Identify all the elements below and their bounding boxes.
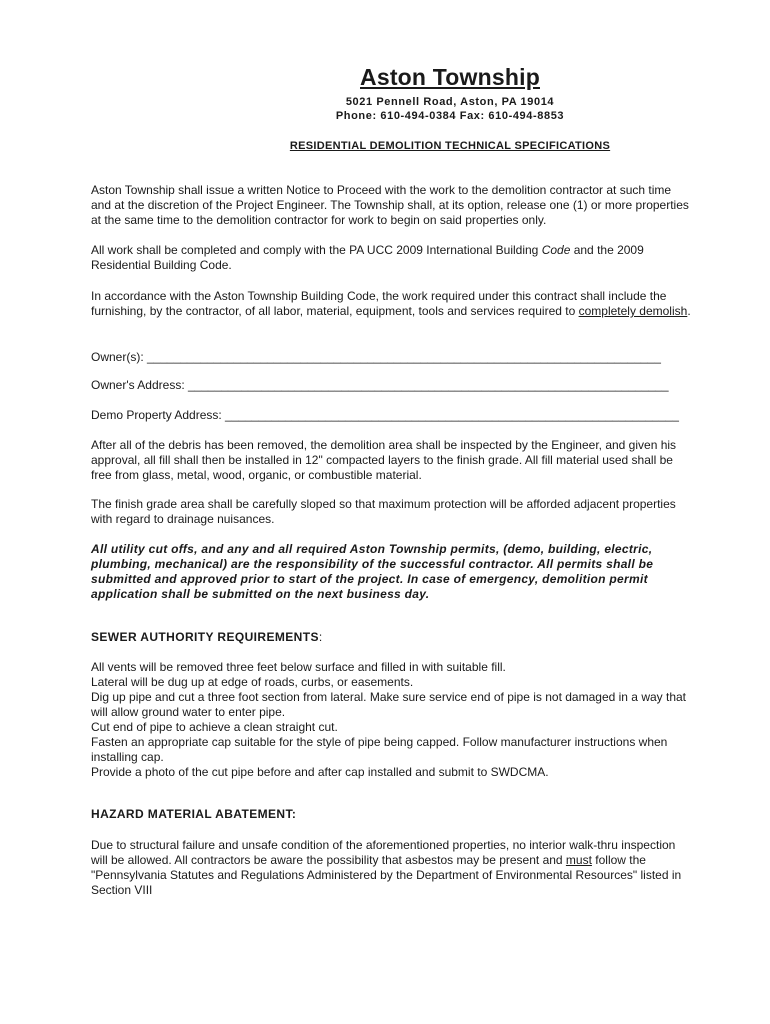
sewer-item: Dig up pipe and cut a three foot section from lateral. Make sure service end of pipe is not damaged in a way that will allow ground water to enter pipe.	[91, 690, 687, 719]
sewer-heading: SEWER AUTHORITY REQUIREMENTS:	[91, 630, 323, 644]
intro-paragraph-notice: Aston Township shall issue a written Notice to Proceed with the work to the demolition contractor at such time and at the discretion of the Project Engineer. The Township shall, at its option, release one (1) or more properties at the same time to the demolition contractor for work to begin on said properties only.	[91, 183, 689, 227]
township-address: 5021 Pennell Road, Aston, PA 19014	[345, 96, 555, 108]
finish-grade-paragraph: The finish grade area shall be carefully sloped so that maximum protection will be afforded adjacent properties with regard to drainage nuisances.	[91, 497, 676, 526]
township-title: Aston Township	[360, 64, 540, 90]
sewer-item: All vents will be removed three feet below surface and filled in with suitable fill.	[91, 660, 506, 674]
owners-field[interactable]: Owner(s): _____________________________________________________________________________	[91, 350, 661, 364]
must-text: must	[565, 853, 592, 867]
spec-title: RESIDENTIAL DEMOLITION TECHNICAL SPECIFICATIONS	[289, 140, 611, 152]
demo-property-address-field[interactable]: Demo Property Address: ____________________________________________________________________	[91, 408, 679, 422]
sewer-item: Fasten an appropriate cap suitable for the style of pipe being capped. Follow manufacturer instructions when installing cap.	[91, 735, 668, 764]
utility-permits-paragraph: All utility cut offs, and any and all required Aston Township permits, (demo, building, electric, plumbing, mechanical) are the responsibility of the successful contractor. All permits shall be submitted and approved prior to start of the project. In case of emergency, demolition permit application shall be submitted on the next business day.	[91, 542, 654, 601]
hazard-heading: HAZARD MATERIAL ABATEMENT:	[91, 807, 297, 821]
sewer-item: Cut end of pipe to achieve a clean straight cut.	[91, 720, 338, 734]
debris-paragraph: After all of the debris has been removed, the demolition area shall be inspected by the Engineer, and given his approval, all fill shall then be installed in 12" compacted layers to the finish grade. All fill material used shall be free from glass, metal, wood, organic, or combustible material.	[91, 438, 677, 482]
intro-paragraph-scope: In accordance with the Aston Township Building Code, the work required under this contract shall include the furnishing, by the contractor, of all labor, material, equipment, tools and services required to completely demolish.	[91, 289, 691, 318]
sewer-item: Lateral will be dug up at edge of roads, curbs, or easements.	[91, 675, 414, 689]
intro-paragraph-code: All work shall be completed and comply with the PA UCC 2009 International Building Code and the 2009 Residential Building Code.	[91, 243, 644, 272]
sewer-requirements-list	[91, 660, 691, 780]
owners-address-field[interactable]: Owner's Address: ________________________________________________________________________	[91, 378, 669, 392]
hazard-paragraph: Due to structural failure and unsafe condition of the aforementioned properties, no interior walk-thru inspection will be allowed. All contractors be aware the possibility that asbestos may be present and must follow the "Pennsylvania Statutes and Regulations Administered by the Department of Environmental Resources" listed in Section VIII	[91, 838, 682, 897]
completely-demolish-text: completely demolish	[578, 304, 688, 318]
township-phone-fax: Phone: 610-494-0384 Fax: 610-494-8853	[335, 110, 565, 122]
sewer-item: Provide a photo of the cut pipe before and after cap installed and submit to SWDCMA.	[91, 765, 549, 779]
